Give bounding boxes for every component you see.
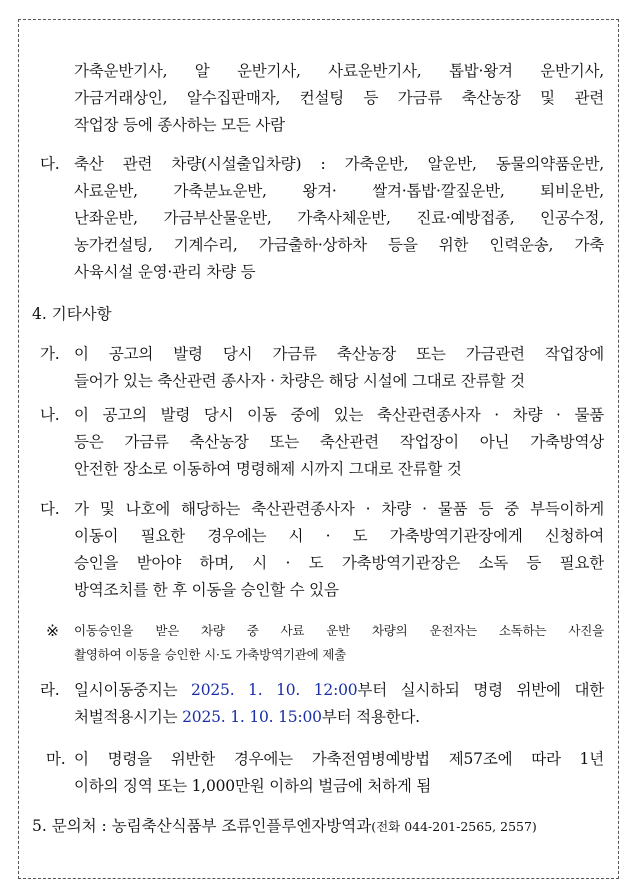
- s4-ma-paragraph: [74, 746, 604, 800]
- s4-ra-text: 부터 적용한다.: [321, 708, 420, 726]
- s4-ma-line: 이하의 징역 또는 1,000만원 이하의 벌금에 처하게 됨: [74, 777, 432, 795]
- s4-ra-marker: 라.: [40, 681, 60, 699]
- intro-line: 가금거래상인, 알수집판매자, 컨설팅 등 가금류 축산농장 및 관련: [74, 89, 604, 107]
- s4-ga-marker: 가.: [40, 345, 60, 363]
- item-da-line: 농가컨설팅, 기계수리, 가금출하·상하차 등을 위한 인력운송, 가축: [74, 236, 604, 254]
- s4-ra-paragraph: [74, 677, 604, 731]
- s4-ga-line: 들어가 있는 축산관련 종사자 · 차량은 해당 시설에 그대로 잔류할 것: [74, 372, 525, 390]
- note-paragraph: [74, 619, 604, 667]
- s4-da-line: 가 및 나호에 해당하는 축산관련종사자 · 차량 · 물품 등 중 부득이하게: [74, 500, 604, 518]
- s4-ga-line: 이 공고의 발령 당시 가금류 축산농장 또는 가금관련 작업장에: [74, 345, 604, 363]
- s4-ga-paragraph: [74, 341, 604, 395]
- contact-phone: (전화 044-201-2565, 2557): [371, 819, 537, 834]
- intro-line: 작업장 등에 종사하는 모든 사람: [74, 116, 285, 134]
- s4-da-line: 이동이 필요한 경우에는 시 · 도 가축방역기관장에게 신청하여: [74, 527, 604, 545]
- item-da-line: 사육시설 운영·관리 차량 등: [74, 263, 256, 281]
- s4-da-marker: 다.: [40, 500, 60, 518]
- note-line: 촬영하여 이동을 승인한 시·도 가축방역기관에 제출: [74, 647, 347, 662]
- s4-ra-text: 부터 실시하되 명령 위반에 대한: [357, 681, 604, 699]
- item-da-line: 난좌운반, 가금부산물운반, 가축사체운반, 진료·예방접종, 인공수정,: [74, 209, 604, 227]
- s4-na-paragraph: [74, 402, 604, 483]
- s4-da-line: 승인을 받아야 하며, 시 · 도 가축방역기관장은 소독 등 필요한: [74, 554, 604, 572]
- s4-na-marker: 나.: [40, 406, 60, 424]
- item-da-line: 축산 관련 차량(시설출입차량) : 가축운반, 알운반, 동물의약품운반,: [74, 155, 604, 173]
- intro-paragraph: [74, 58, 604, 139]
- s4-na-line: 이 공고의 발령 당시 이동 중에 있는 축산관련종사자 · 차량 · 물품: [74, 406, 604, 424]
- s4-ma-line: 이 명령을 위반한 경우에는 가축전염병예방법 제57조에 따라 1년: [74, 750, 604, 768]
- item-da-paragraph: [74, 151, 604, 286]
- note-line: 이동승인을 받은 차량 중 사료 운반 차량의 운전자는 소독하는 사진을: [74, 623, 604, 638]
- item-da-line: 사료운반, 가축분뇨운반, 왕겨· 쌀겨·톱밥·깔짚운반, 퇴비운반,: [74, 182, 604, 200]
- intro-line: 가축운반기사, 알 운반기사, 사료운반기사, 톱밥·왕겨 운반기사,: [74, 62, 604, 80]
- s4-ra-line: [74, 677, 604, 704]
- s4-na-line: 등은 가금류 축산농장 또는 축산관련 작업장이 아닌 가축방역상: [74, 433, 604, 451]
- s4-ra-text: 일시이동중지는: [74, 681, 192, 699]
- section-4-heading: 4. 기타사항: [32, 305, 112, 323]
- contact-label: 5. 문의처 : 농림축산식품부 조류인플루엔자방역과: [32, 817, 372, 835]
- s4-da-line: 방역조치를 한 후 이동을 승인할 수 있음: [74, 581, 339, 599]
- s4-ra-text: 처벌적용시기는: [74, 708, 183, 726]
- item-da-marker: 다.: [40, 155, 60, 173]
- s4-ma-marker: 마.: [46, 750, 66, 768]
- s4-ra-line: [74, 704, 604, 731]
- section-5-contact: [32, 814, 537, 836]
- s4-na-line: 안전한 장소로 이동하여 명령해제 시까지 그대로 잔류할 것: [74, 460, 462, 478]
- note-marker: ※: [46, 622, 59, 640]
- s4-ra-penalty-date: 2025. 1. 10. 15:00: [182, 708, 322, 726]
- s4-ra-start-date: 2025. 1. 10. 12:00: [191, 681, 358, 699]
- s4-da-paragraph: [74, 496, 604, 604]
